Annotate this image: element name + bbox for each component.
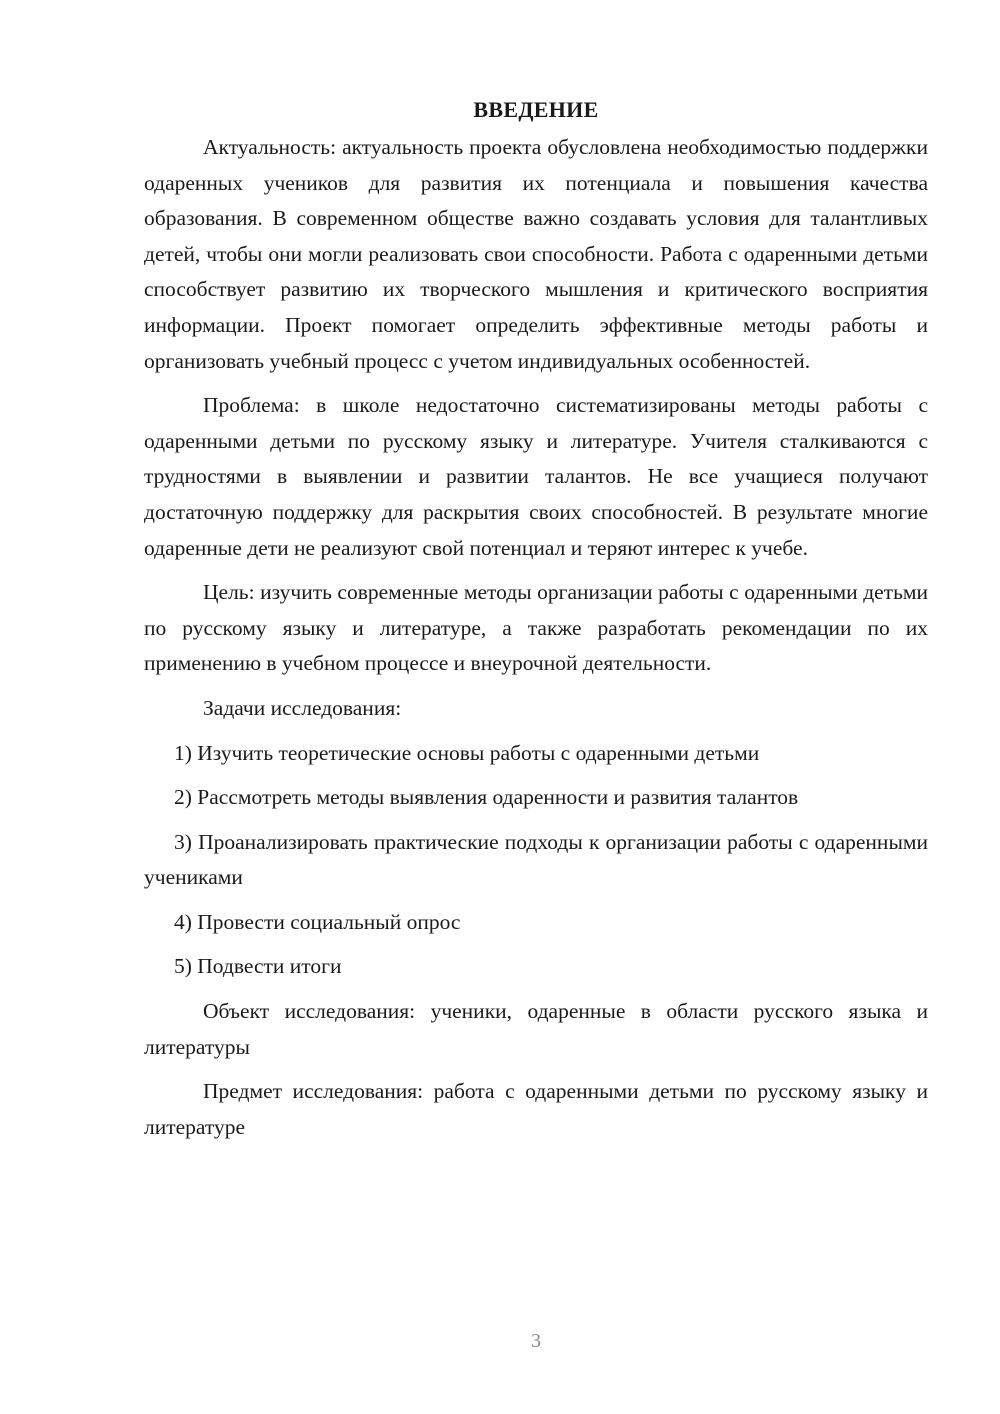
list-item: 1) Изучить теоретические основы работы с одаренными детьми bbox=[174, 740, 760, 765]
page-number: 3 bbox=[531, 1330, 541, 1352]
document-page bbox=[144, 92, 928, 1154]
list-item: 3) Проанализировать практические подходы к организации работы с одаренными учениками bbox=[144, 829, 928, 890]
tasks-list bbox=[144, 736, 928, 986]
paragraph-subject: Предмет исследования: работа с одаренными детьми по русскому языку и литературе bbox=[144, 1079, 928, 1139]
paragraph-relevance: Актуальность: актуальность проекта обусловлена необходимостью поддержки одаренных учеников для развития их потенциала и повышения качества образования. В современном обществе важно создавать условия для талантливых детей, чтобы они могли реализовать свои способности. Работа с одаренными детьми способствует развитию их творческого мышления и критического восприятия информации. Проект помогает определить эффективные методы работы и организовать учебный процесс с учетом индивидуальных особенностей. bbox=[144, 135, 928, 373]
paragraph-problem: Проблема: в школе недостаточно систематизированы методы работы с одаренными детьми по русскому языку и литературе. Учителя сталкиваются с трудностями в выявлении и развитии талантов. Не все учащиеся получают достаточную поддержку для раскрытия своих способностей. В результате многие одаренные дети не реализуют свой потенциал и теряют интерес к учебе. bbox=[144, 393, 928, 560]
paragraph-object: Объект исследования: ученики, одаренные в области русского языка и литературы bbox=[144, 999, 928, 1059]
paragraph-tasks-intro: Задачи исследования: bbox=[203, 695, 402, 720]
section-heading: ВВЕДЕНИЕ bbox=[473, 97, 599, 122]
paragraph-goal: Цель: изучить современные методы организации работы с одаренными детьми по русскому языку и литературе, а также разработать рекомендации по их применению в учебном процессе и внеурочной деятельности. bbox=[144, 580, 928, 676]
list-item: 2) Рассмотреть методы выявления одаренности и развития талантов bbox=[174, 785, 799, 810]
list-item: 5) Подвести итоги bbox=[174, 954, 342, 979]
list-item: 4) Провести социальный опрос bbox=[174, 909, 461, 934]
